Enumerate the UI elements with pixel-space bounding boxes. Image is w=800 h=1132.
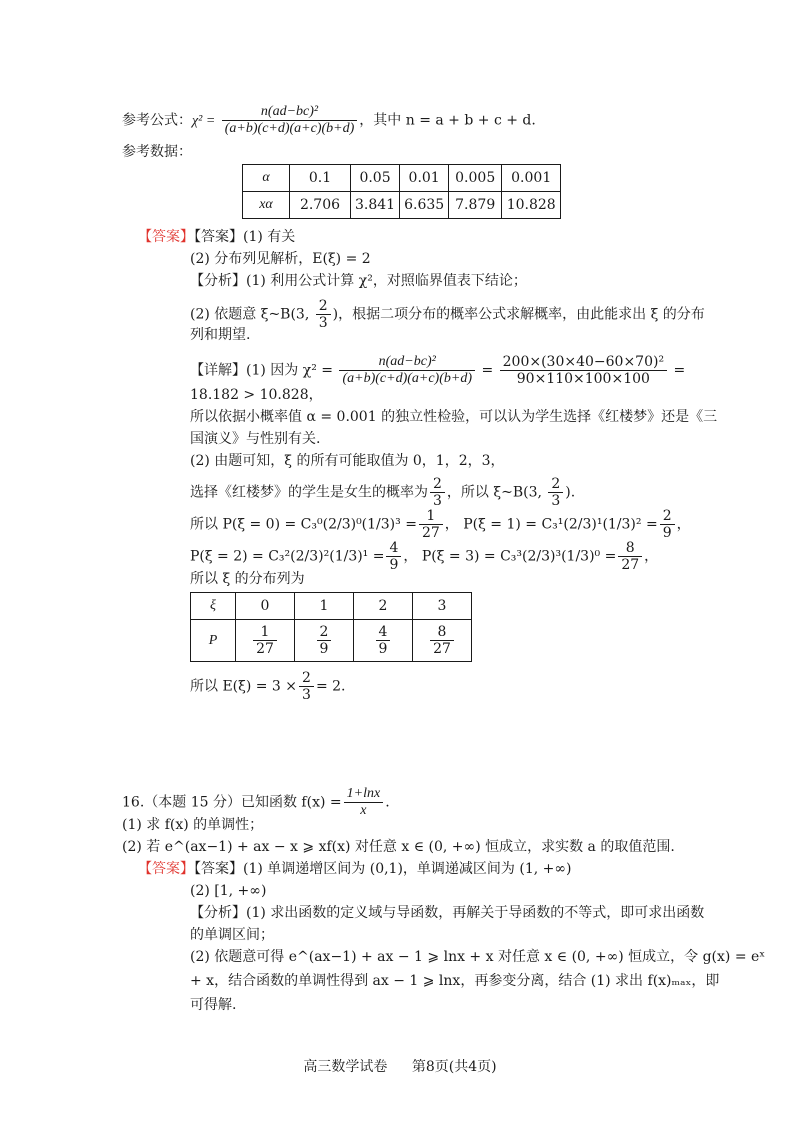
table-cell: 10.828 — [502, 192, 561, 219]
footer-page-number: 第8页(共4页) — [411, 1059, 497, 1075]
q15-prob-line-1 — [190, 508, 691, 541]
fraction-numerator: 1+lnx — [344, 786, 384, 803]
answer-tag: 【答案】 — [194, 229, 243, 245]
q16-analysis-2: 的单调区间； — [190, 927, 274, 943]
q15-detail-3: 所以依据小概率值 α = 0.001 的独立性检验，可以认为学生选择《红楼梦》还是《三 — [190, 409, 718, 425]
fraction-numerator: 200×(30×40−60×70)² — [500, 354, 667, 371]
fraction — [430, 624, 454, 657]
fraction-numerator: 8 — [618, 540, 642, 557]
fraction — [660, 508, 675, 541]
table-cell: ξ — [191, 593, 236, 620]
q15-dist-intro: 所以 ξ 的分布列为 — [190, 571, 305, 587]
q15-expectation — [190, 670, 346, 703]
answer-tag-red: 【答案】 — [138, 229, 194, 245]
fraction-denominator: 9 — [319, 641, 329, 657]
fraction-numerator: 2 — [430, 476, 445, 493]
table-cell — [413, 620, 472, 662]
table-cell: 0.01 — [400, 165, 449, 192]
q15-detail-1 — [190, 354, 685, 387]
q15-detail-6 — [190, 476, 575, 509]
table-cell: 6.635 — [400, 192, 449, 219]
q15-answer-1: (1) 有关 — [243, 229, 296, 245]
table-row — [243, 192, 561, 219]
formula-label: 参考公式： — [122, 112, 192, 129]
fraction-denominator: 27 — [433, 641, 451, 657]
q15-analysis-3: 列和期望. — [190, 327, 251, 343]
q15-analysis-1: 【分析】(1) 利用公式计算 χ²，对照临界值表下结论； — [190, 273, 527, 289]
table-row — [191, 620, 472, 662]
table-cell: 0.1 — [290, 165, 351, 192]
prob-text: P(ξ = 2) = C₃²(2/3)²(1/3)¹ = — [190, 548, 385, 565]
q16-part-1: (1) 求 f(x) 的单调性； — [122, 817, 264, 833]
table-cell — [354, 620, 413, 662]
table-cell: 7.879 — [449, 192, 502, 219]
table-cell — [295, 620, 354, 662]
fraction-denominator: (a+b)(c+d)(a+c)(b+d) — [224, 121, 355, 136]
fraction — [344, 786, 384, 819]
fraction-denominator: 9 — [389, 557, 399, 573]
table-cell: α — [243, 165, 290, 192]
q15-answer-line — [138, 228, 295, 246]
table-row — [243, 165, 561, 192]
fraction — [430, 476, 445, 509]
fraction-denominator: 3 — [302, 687, 311, 703]
fraction-numerator: n(ad−bc)² — [339, 354, 475, 371]
analysis-text: )，根据二项分布的概率公式求解概率，由此能求出 ξ 的分布 — [332, 306, 705, 323]
page-footer — [0, 1056, 800, 1076]
fraction — [618, 540, 642, 573]
fraction — [500, 354, 667, 387]
q16-answer-1: 【答案】(1) 单调递增区间为 (0,1)，单调递减区间为 (1, +∞) — [194, 861, 572, 877]
footer-title: 高三数学试卷 — [303, 1059, 388, 1075]
detail-text: ，所以 ξ~B(3, — [446, 484, 547, 501]
equals-sign: = — [481, 362, 494, 379]
table-cell — [236, 620, 295, 662]
table-cell: 1 — [295, 593, 354, 620]
fraction — [376, 624, 391, 657]
prob-text: ， — [644, 548, 659, 565]
equals-sign: = — [673, 362, 686, 379]
q15-answer-2: (2) 分布列见解析，E(ξ) = 2 — [190, 251, 371, 267]
fraction-numerator: 1 — [419, 508, 443, 525]
fraction-numerator: 4 — [386, 540, 401, 557]
distribution-table — [190, 592, 472, 662]
fraction-numerator: 2 — [299, 670, 314, 687]
reference-formula — [122, 104, 536, 137]
q16-answer-line — [138, 860, 572, 878]
stem-text: 16.（本题 15 分）已知函数 f(x) = — [122, 794, 342, 811]
fraction-numerator: 2 — [660, 508, 675, 525]
fraction — [253, 624, 277, 657]
fraction — [419, 508, 443, 541]
fraction — [316, 298, 331, 331]
fraction — [317, 624, 332, 657]
table-cell: xα — [243, 192, 290, 219]
table-cell: 0.05 — [351, 165, 400, 192]
prob-text: 所以 P(ξ = 0) = C₃⁰(2/3)⁰(1/3)³ = — [190, 516, 417, 533]
chi-square-symbol: χ² = — [192, 113, 216, 129]
fraction-denominator: 3 — [318, 315, 328, 331]
prob-text: ， P(ξ = 3) = C₃³(2/3)³(1/3)⁰ = — [403, 548, 617, 565]
table-cell: 2 — [354, 593, 413, 620]
detail-text: ). — [565, 484, 576, 501]
table-cell: P — [191, 620, 236, 662]
fraction-denominator: 3 — [551, 493, 561, 509]
fraction-numerator: 1 — [253, 624, 277, 641]
analysis-text: (2) 依题意 ξ~B(3, — [190, 306, 314, 323]
detail-text: 选择《红楼梦》的学生是女生的概率为 — [190, 484, 428, 501]
fraction — [299, 670, 314, 703]
q16-answer-2: (2) [1, +∞) — [190, 883, 267, 899]
q16-analysis-4: + x，结合函数的单调性得到 ax − 1 ⩾ lnx，再参变分离，结合 (1) 求出 f(x)ₘₐₓ，即 — [190, 973, 720, 989]
fraction-numerator: 2 — [548, 476, 563, 493]
table-cell: 2.706 — [290, 192, 351, 219]
q16-stem — [122, 786, 390, 819]
fraction — [339, 354, 475, 387]
fraction-denominator: 27 — [621, 557, 640, 573]
reference-data-label: 参考数据： — [122, 144, 192, 160]
fraction-denominator: 9 — [662, 525, 672, 541]
fraction-denominator: 3 — [433, 493, 442, 509]
stem-text: . — [385, 794, 390, 811]
table-row — [191, 593, 472, 620]
q15-detail-5: (2) 由题可知，ξ 的所有可能取值为 0，1，2，3， — [190, 453, 505, 469]
fraction-denominator: x — [360, 803, 367, 818]
critical-value-table — [242, 164, 561, 219]
fraction — [386, 540, 401, 573]
detail-text: 【详解】(1) 因为 χ² = — [190, 362, 334, 379]
q16-part-2: (2) 若 e^(ax−1) + ax − x ⩾ xf(x) 对任意 x ∈ (0, +∞) 恒成立，求实数 a 的取值范围. — [122, 839, 675, 855]
q15-analysis-2 — [190, 298, 705, 331]
answer-tag-red: 【答案】 — [138, 861, 194, 877]
expect-text: 所以 E(ξ) = 3 × — [190, 678, 298, 695]
prob-text: ， P(ξ = 1) = C₃¹(2/3)¹(1/3)² = — [444, 516, 658, 533]
formula-where: ，其中 n = a + b + c + d. — [359, 112, 536, 129]
fraction-denominator: 9 — [378, 641, 388, 657]
q15-prob-line-2 — [190, 540, 658, 573]
expect-text: = 2. — [315, 678, 346, 695]
table-cell: 3 — [413, 593, 472, 620]
table-cell: 0.005 — [449, 165, 502, 192]
q15-detail-2: 18.182 > 10.828， — [190, 387, 323, 403]
q16-analysis-1: 【分析】(1) 求出函数的定义域与导函数，再解关于导函数的不等式，即可求出函数 — [190, 905, 705, 921]
table-cell: 0.001 — [502, 165, 561, 192]
fraction-denominator: 27 — [256, 641, 274, 657]
q16-analysis-3: (2) 依题意可得 e^(ax−1) + ax − 1 ⩾ lnx + x 对任意 x ∈ (0, +∞) 恒成立，令 g(x) = eˣ — [190, 949, 766, 965]
fraction-numerator: n(ad−bc)² — [222, 104, 358, 121]
fraction — [548, 476, 563, 509]
fraction-denominator: 27 — [421, 525, 440, 541]
table-cell: 0 — [236, 593, 295, 620]
table-cell: 3.841 — [351, 192, 400, 219]
fraction-numerator: 4 — [376, 624, 391, 641]
q15-detail-4: 国演义》与性别有关. — [190, 431, 321, 447]
fraction-numerator: 2 — [317, 624, 332, 641]
fraction-denominator: (a+b)(c+d)(a+c)(b+d) — [342, 371, 472, 386]
chi-square-fraction — [222, 104, 358, 137]
prob-text: ， — [676, 516, 691, 533]
fraction-denominator: 90×110×100×100 — [516, 371, 650, 387]
fraction-numerator: 8 — [430, 624, 454, 641]
q16-analysis-5: 可得解. — [190, 997, 237, 1013]
fraction-numerator: 2 — [316, 298, 331, 315]
